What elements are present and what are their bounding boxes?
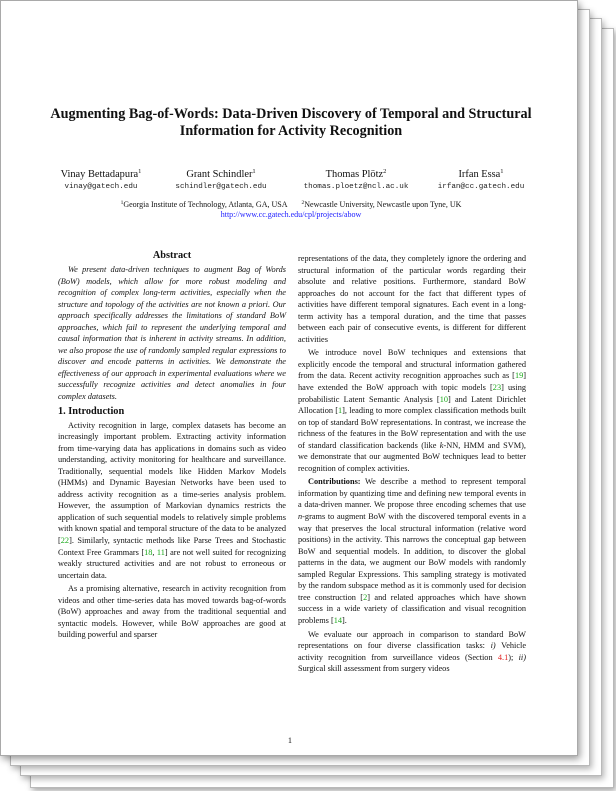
page-number: 1 [287,736,293,745]
citation-link[interactable]: 14 [333,615,343,625]
right-column [298,253,526,675]
section-ref-link[interactable]: 4.1 [497,652,509,662]
citation-link[interactable]: 23 [492,383,502,393]
author-2: Grant Schindler$^1$ schindler@gatech.edu [175,168,267,191]
contributions-paragraph: Contributions: We describe a method to represent temporal information by quantizing time and defining new temporal events in a data-driven manner. We propose three encoding schemes that use n-grams to augment BoW with the discovered temporal events in a way that preserves the local structural information (relative word positions) in the activity. This narrows the conceptual gap between BoW and sequential models. In addition, to discover the global patterns in the data, we augment our BoW models with randomly sampled Regular Expressions. This sampling strategy is motivated by the random subspace method as it is commonly used for decision tree construction [2] and related approaches which have shown success in a wide variety of classification and visual recognition problems [14]. [298,477,526,625]
author-4: Irfan Essa$^1$ irfan@cc.gatech.edu [437,168,525,191]
author-3: Thomas Plötz$^2$ thomas.ploetz@ncl.ac.uk [303,168,409,191]
section-heading-introduction: 1. Introduction [58,405,125,417]
evaluation-paragraph: We evaluate our approach in comparison to standard BoW representations on four diverse classification tasks: i) Vehicle activity recognition from surveillance videos (Section 4.1); ii) Surgical skill assessment from surgery videos [298,629,527,674]
project-url-link[interactable]: http://www.cc.gatech.edu/cpl/projects/abow [220,210,362,219]
intro-paragraph-1: Activity recognition in large, complex datasets has become an increasingly important problem. Extracting activity information from time-varying data has applications in domains such as video understanding, activity monitoring for healthcare and surveillance. Traditionally, sequential models like Hidden Markov Models (HMMs) and Dynamic Bayesian Networks have been used to address activity recognition as a time-series analysis problem. However, the assumption of Markovian dynamics restricts the application of such sequential models to relatively simple problems with known spatial and temporal structure of the data to be analyzed [22]. Similarly, syntactic methods like Parse Trees and Stochastic Context Free Grammars [18, 11] are not well suited for recognizing weakly structured activities and are not robust to erroneous or uncertain data. [58,420,286,580]
citation-link[interactable]: 1 [338,406,343,416]
affiliations: $^1$Georgia Institute of Technology, Atlanta, GA, USA $^2$Newcastle University, Newcastle upon Tyne, UK [120,200,462,209]
intro-paragraph-2: As a promising alternative, research in activity recognition from videos and other time-series data has moved towards bag-of-words (BoW) approaches and away from the traditional sequential and syntactic models. However, while BoW approaches are good at building powerful and sparser [58,584,286,640]
left-column [58,249,286,641]
right-paragraph-1: representations of the data, they completely ignore the ordering and structural information of the particular words regarding their absolute and relative positions. Furthermore, standard BoW approaches do not account for the fact that different types of activities have different temporal signatures. Each event in a long-term activity has a temporal duration, and the time that passes between each pair of consecutive events, is different for different activities [298,254,526,344]
citation-link[interactable]: 11 [156,547,165,557]
citation-link[interactable]: 22 [60,536,70,546]
citation-link[interactable]: 2 [363,592,368,602]
author-1: Vinay Bettadapura$^1$ vinay@gatech.edu [60,168,142,191]
author-block [41,165,541,195]
citation-link[interactable]: 18 [144,547,153,557]
abstract-text: We present data-driven techniques to augment Bag of Words (BoW) models, which allow for more robust modeling and recognition of complex long-term activities, especially when the structure and topology of the activities are not known a priori. Our approach specifically addresses the limitations of standard BoW approaches, which fail to represent the underlying temporal and causal information that is inherent in activity streams. In addition, we also propose the use of randomly sampled regular expressions to discover and encode patterns in activities. We demonstrate the effectiveness of our approach in experimental evaluations where we successfully recognize activities and detect anomalies in four complex datasets. [58,265,286,402]
paper-title: Augmenting Bag-of-Words: Data-Driven Discovery of Temporal and Structural Information for Activity Recognition [50,106,532,139]
abstract-heading: Abstract [152,250,192,261]
right-paragraph-2: We introduce novel BoW techniques and extensions that explicitly encode the temporal and structural information gathered from the data. Recent activity recognition approaches such as [19] have extended the BoW approach with topic models [23] using probabilistic Latent Semantic Analysis [10] and Latent Dirichlet Allocation [1], leading to more complex classification methods built on top of standard BoW representations. In contrast, we increase the richness of the features in the BoW representation and with the use of standard classification backends (like k-NN, HMM and SVM), we demonstrate that our augmented BoW techniques lead to better recognition of complex activities. [298,348,526,473]
citation-link[interactable]: 10 [439,394,448,404]
citation-link[interactable]: 19 [514,371,524,381]
